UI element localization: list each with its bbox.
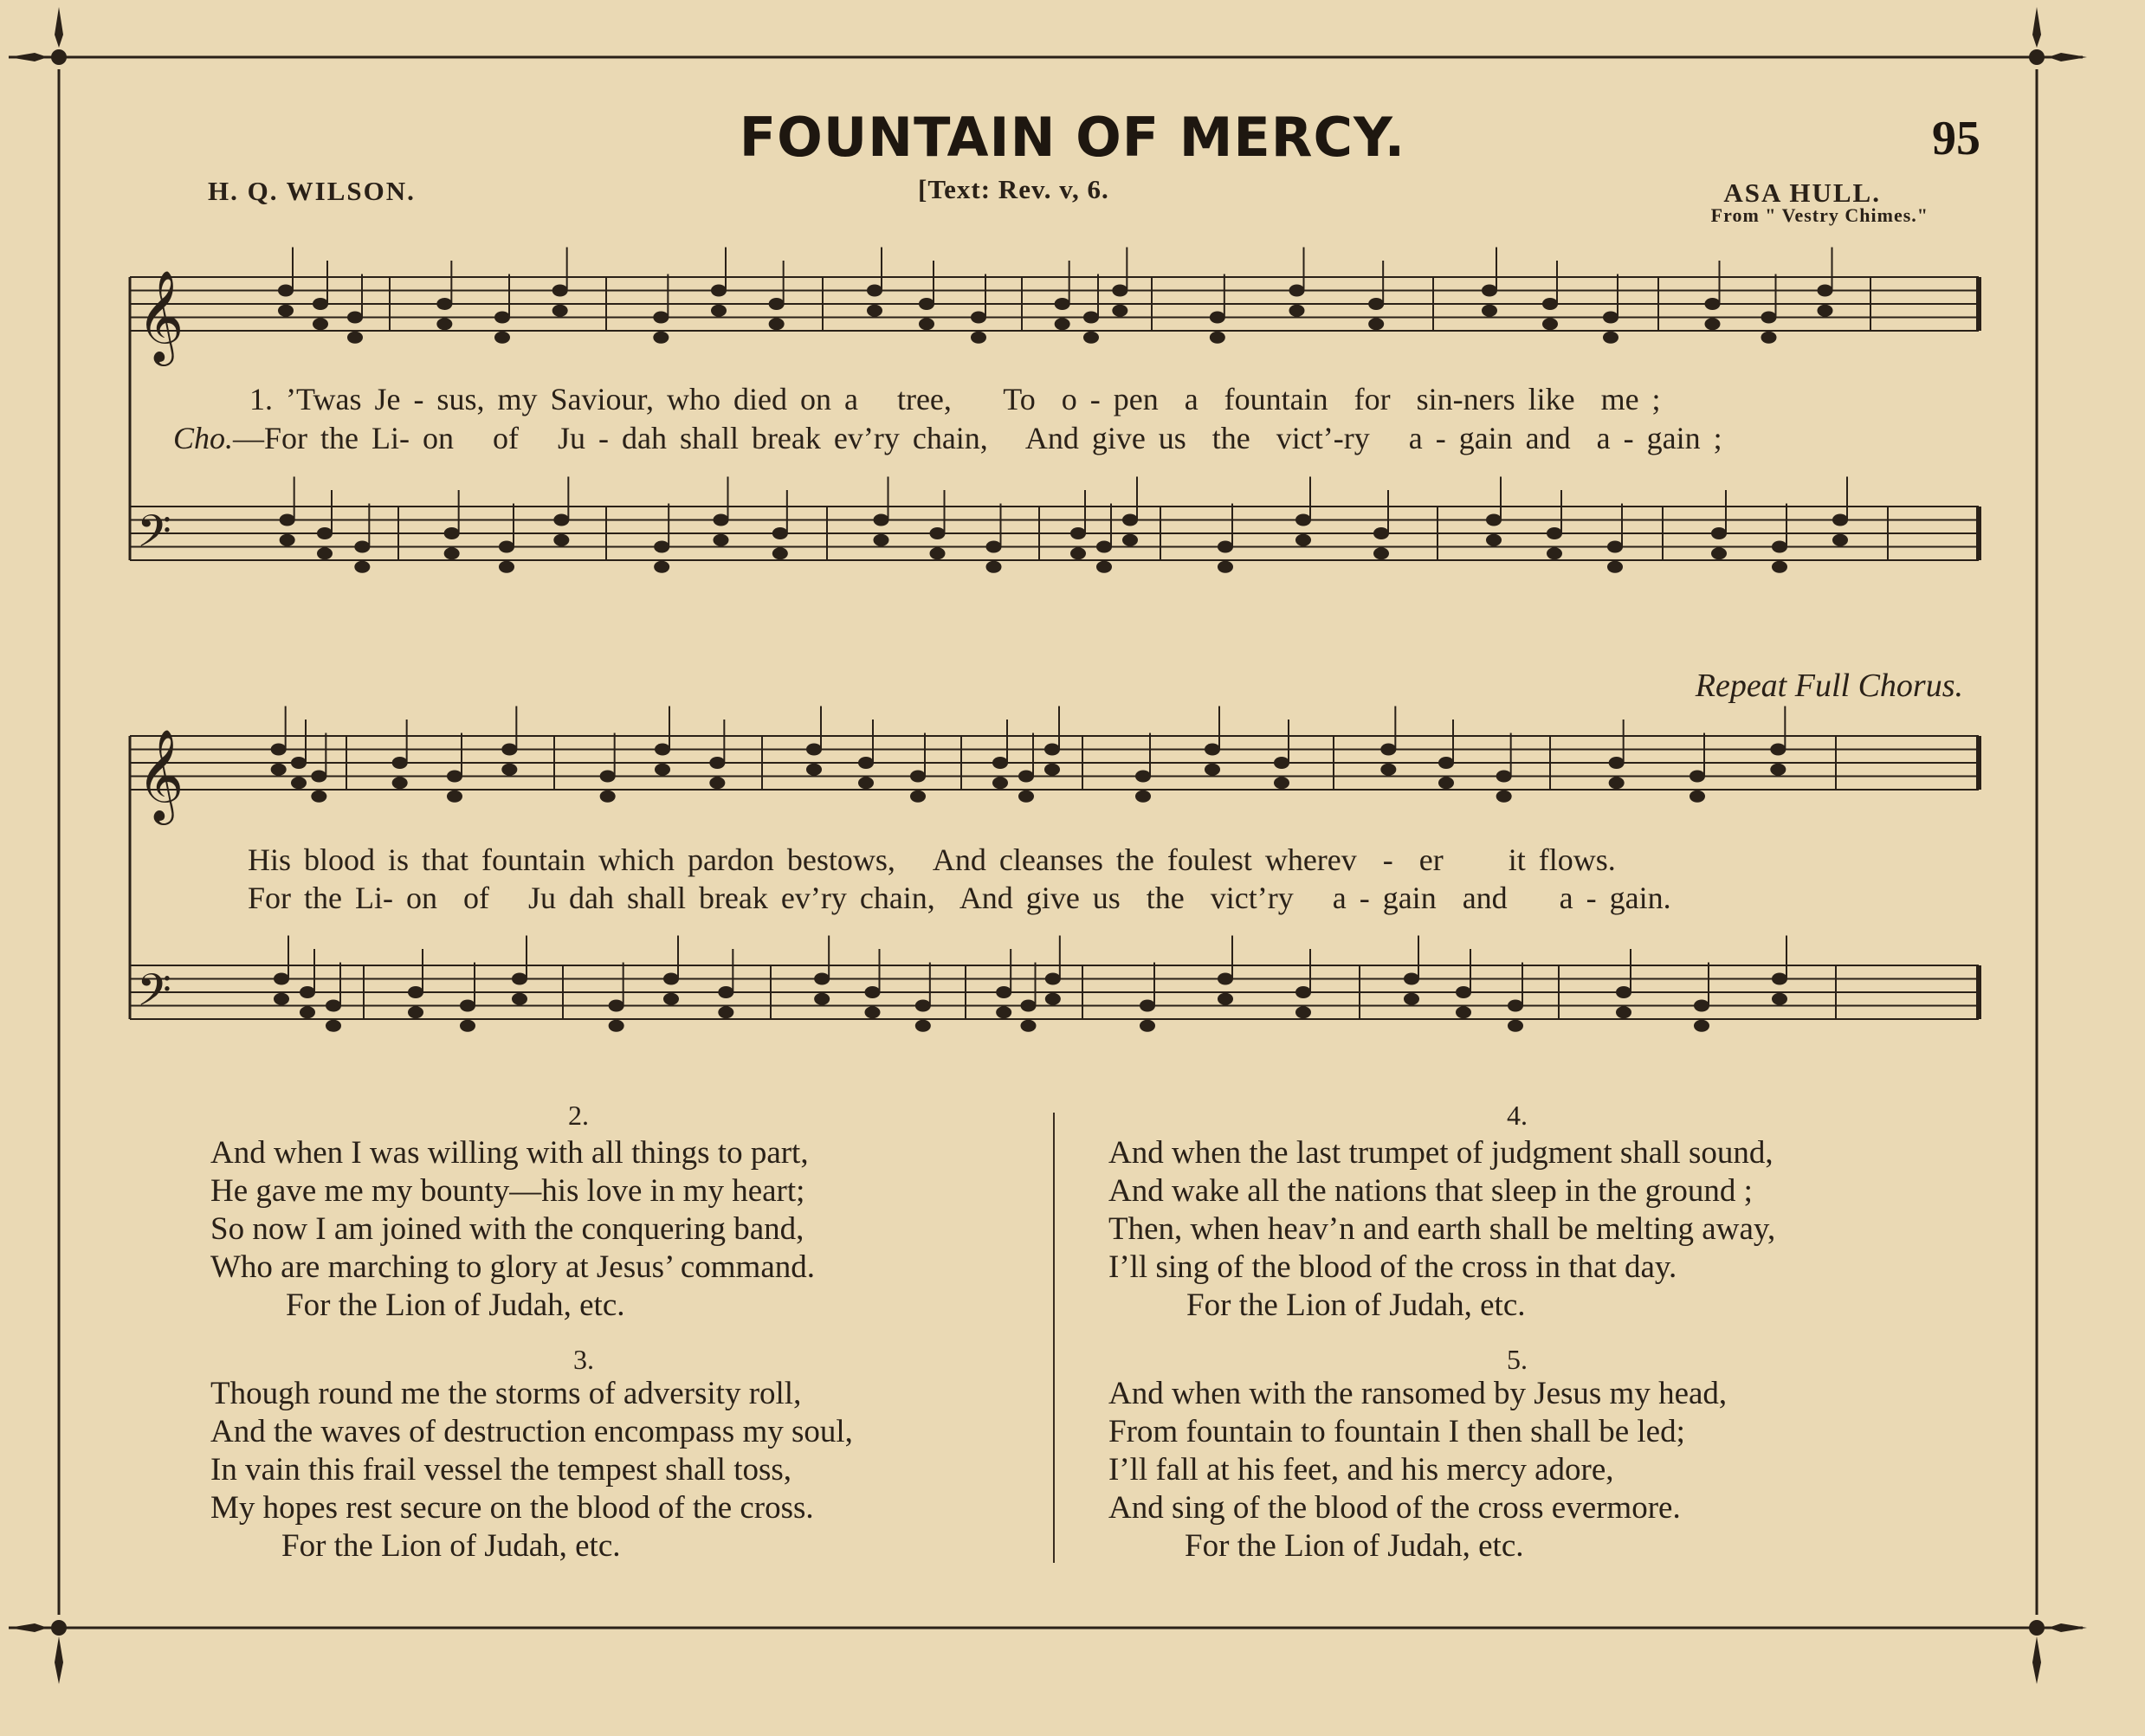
note-head (986, 561, 1002, 573)
note-head (1542, 298, 1558, 310)
note-head (1135, 771, 1151, 783)
note-head (600, 791, 616, 803)
note-head (654, 561, 669, 573)
note-head (280, 534, 295, 546)
note-head (992, 757, 1008, 769)
note-head (1289, 285, 1305, 297)
note-head (326, 1020, 341, 1032)
note-head (300, 986, 315, 998)
note-head (291, 777, 307, 789)
note-head (769, 318, 785, 330)
note-head (663, 993, 679, 1005)
note-head (347, 332, 363, 344)
note-head (347, 312, 363, 324)
verse-line: From fountain to fountain I then shall be led; (1108, 1414, 1685, 1449)
note-head (1772, 541, 1787, 553)
note-head (278, 285, 294, 297)
note-head (1274, 757, 1289, 769)
note-head (1021, 1000, 1037, 1012)
note-head (1607, 561, 1623, 573)
note-head (1818, 285, 1833, 297)
note-head (1832, 514, 1848, 526)
note-head (772, 527, 788, 539)
note-head (1070, 547, 1086, 559)
note-head (663, 973, 679, 985)
note-head (291, 757, 307, 769)
source-credit: From " Vestry Chimes." (1710, 204, 1929, 226)
note-head (512, 993, 527, 1005)
note-head (274, 993, 289, 1005)
verse-line: And sing of the blood of the cross evermore. (1108, 1490, 1681, 1526)
note-head (1380, 744, 1396, 756)
note-head (512, 973, 527, 985)
note-head (1770, 744, 1786, 756)
note-head (930, 547, 946, 559)
note-head (1482, 285, 1497, 297)
verse-line: And when with the ransomed by Jesus my head, (1108, 1376, 1728, 1411)
note-head (313, 298, 328, 310)
verse-line: My hopes rest secure on the blood of the cross. (210, 1490, 814, 1526)
bass-clef-icon: 𝄢 (137, 964, 171, 1027)
note-head (271, 764, 287, 776)
verse-line: And wake all the nations that sleep in the ground ; (1108, 1173, 1753, 1209)
note-head (806, 764, 822, 776)
note-head (278, 305, 294, 317)
note-head (326, 1000, 341, 1012)
note-head (1096, 561, 1112, 573)
note-head (1135, 791, 1151, 803)
note-head (447, 791, 462, 803)
note-head (915, 1020, 931, 1032)
note-head (718, 986, 733, 998)
note-head (806, 744, 822, 756)
note-head (1289, 305, 1305, 317)
note-head (814, 993, 830, 1005)
note-head (1616, 1006, 1631, 1018)
verse-line: I’ll fall at his feet, and his mercy adore, (1108, 1452, 1614, 1488)
note-head (501, 764, 517, 776)
note-head (858, 777, 874, 789)
system2-chorus-lyric: For the Li- on of Ju dah shall break ev’ry chain, And give us the vict’ry a - gain and a - gain. (248, 881, 1671, 915)
note-head (271, 744, 287, 756)
note-head (1761, 312, 1777, 324)
note-head (910, 791, 926, 803)
note-head (867, 285, 882, 297)
note-head (1140, 1000, 1155, 1012)
note-head (1140, 1020, 1155, 1032)
note-head (1018, 791, 1034, 803)
verse-line: And when the last trumpet of judgment shall sound, (1108, 1135, 1774, 1171)
note-head (971, 312, 986, 324)
treble-clef-icon: 𝄞 (137, 728, 184, 821)
note-head (867, 305, 882, 317)
treble-clef-icon: 𝄞 (137, 269, 184, 362)
system1-chorus-text: —For the Li- on of Ju - dah shall break ev’ry chain, And give us the vict’-ry a - gain and a - gain ; (233, 421, 1722, 455)
note-head (1508, 1020, 1523, 1032)
note-head (919, 298, 934, 310)
note-head (408, 986, 423, 998)
note-head (436, 318, 452, 330)
note-head (499, 561, 514, 573)
note-head (1482, 305, 1497, 317)
note-head (1373, 547, 1389, 559)
note-head (1456, 1006, 1471, 1018)
note-head (930, 527, 946, 539)
note-head (1218, 541, 1233, 553)
note-head (1711, 527, 1727, 539)
note-head (600, 771, 616, 783)
note-head (1761, 332, 1777, 344)
note-head (1083, 312, 1099, 324)
system2-verse-lyric: His blood is that fountain which pardon bestows, And cleanses the foulest wherev - er it flows. (248, 842, 1616, 877)
note-head (460, 1000, 475, 1012)
note-head (874, 514, 889, 526)
note-head (1205, 744, 1220, 756)
verse-line: So now I am joined with the conquering band, (210, 1211, 804, 1247)
note-head (1083, 332, 1099, 344)
note-head (408, 1006, 423, 1018)
note-head (654, 541, 669, 553)
note-head (1210, 312, 1225, 324)
composer-credit: ASA HULL. (1723, 177, 1881, 208)
verse-refrain: For the Lion of Judah, etc. (286, 1287, 625, 1323)
note-head (986, 541, 1002, 553)
note-head (1609, 757, 1625, 769)
note-head (1832, 534, 1848, 546)
note-head (1055, 318, 1070, 330)
note-head (280, 514, 295, 526)
note-head (874, 534, 889, 546)
hymn-title: FOUNTAIN OF MERCY. (739, 106, 1406, 169)
note-head (1055, 298, 1070, 310)
note-head (1380, 764, 1396, 776)
note-head (499, 541, 514, 553)
note-head (1295, 986, 1311, 998)
note-head (1438, 777, 1454, 789)
note-head (711, 285, 727, 297)
note-head (996, 986, 1011, 998)
note-head (494, 312, 510, 324)
note-head (865, 986, 881, 998)
note-head (1295, 1006, 1311, 1018)
note-head (1616, 986, 1631, 998)
note-head (1711, 547, 1727, 559)
note-head (553, 534, 569, 546)
note-head (910, 771, 926, 783)
note-head (709, 777, 725, 789)
note-head (1705, 298, 1721, 310)
verse-line: He gave me my bounty—his love in my heart; (210, 1173, 805, 1209)
note-head (354, 541, 370, 553)
note-head (1542, 318, 1558, 330)
note-head (274, 973, 289, 985)
note-head (1373, 527, 1389, 539)
note-head (653, 312, 669, 324)
note-head (436, 298, 452, 310)
note-head (1772, 973, 1787, 985)
note-head (718, 1006, 733, 1018)
note-head (1112, 285, 1127, 297)
note-head (609, 1020, 624, 1032)
verse-line: And when I was willing with all things to part, (210, 1135, 809, 1171)
note-head (1770, 764, 1786, 776)
note-head (1508, 1000, 1523, 1012)
note-head (1772, 561, 1787, 573)
verse-line: In vain this frail vessel the tempest shall toss, (210, 1452, 792, 1488)
note-head (354, 561, 370, 573)
note-head (915, 1000, 931, 1012)
verse-column-divider (1053, 1113, 1055, 1563)
note-head (709, 757, 725, 769)
verse-line: Though round me the storms of adversity roll, (210, 1376, 802, 1411)
note-head (1295, 534, 1311, 546)
note-head (1705, 318, 1721, 330)
note-head (1096, 541, 1112, 553)
note-head (1368, 318, 1384, 330)
text-reference: [Text: Rev. v, 6. (918, 174, 1109, 204)
note-head (1045, 993, 1061, 1005)
note-head (653, 332, 669, 344)
note-head (1368, 298, 1384, 310)
note-head (1818, 305, 1833, 317)
note-head (865, 1006, 881, 1018)
note-head (1694, 1000, 1709, 1012)
note-head (1404, 973, 1419, 985)
note-head (1122, 514, 1138, 526)
note-head (996, 1006, 1011, 1018)
verse-line: Who are marching to glory at Jesus’ command. (210, 1249, 815, 1285)
verse-number: 3. (573, 1344, 594, 1375)
verse-line: I’ll sing of the blood of the cross in that day. (1108, 1249, 1677, 1285)
note-head (1274, 777, 1289, 789)
note-head (444, 547, 460, 559)
verse-number: 2. (568, 1100, 589, 1131)
note-head (714, 534, 729, 546)
note-head (1122, 534, 1138, 546)
verse-refrain: For the Lion of Judah, etc. (1186, 1287, 1526, 1323)
note-head (1438, 757, 1454, 769)
note-head (460, 1020, 475, 1032)
note-head (1486, 534, 1502, 546)
note-head (494, 332, 510, 344)
note-head (858, 757, 874, 769)
note-head (1772, 993, 1787, 1005)
note-head (772, 547, 788, 559)
note-head (919, 318, 934, 330)
chorus-label: Cho. (173, 421, 234, 455)
bass-clef-icon: 𝄢 (137, 505, 171, 568)
note-head (444, 527, 460, 539)
note-head (317, 527, 333, 539)
verse-refrain: For the Lion of Judah, etc. (1185, 1528, 1524, 1564)
note-head (552, 285, 568, 297)
note-head (1205, 764, 1220, 776)
note-head (1044, 744, 1060, 756)
note-head (1603, 332, 1618, 344)
note-head (501, 744, 517, 756)
note-head (1218, 993, 1233, 1005)
note-head (1404, 993, 1419, 1005)
note-head (711, 305, 727, 317)
note-head (992, 777, 1008, 789)
note-head (609, 1000, 624, 1012)
note-head (1210, 332, 1225, 344)
verse-line: Then, when heav’n and earth shall be melting away, (1108, 1211, 1776, 1247)
note-head (1070, 527, 1086, 539)
note-head (1218, 973, 1233, 985)
note-head (1607, 541, 1623, 553)
note-head (1496, 771, 1512, 783)
system1-chorus-lyric (173, 420, 1722, 456)
note-head (392, 757, 408, 769)
note-head (769, 298, 785, 310)
note-head (1547, 547, 1562, 559)
note-head (311, 771, 326, 783)
note-head (1295, 514, 1311, 526)
note-head (553, 514, 569, 526)
note-head (1694, 1020, 1709, 1032)
note-head (392, 777, 408, 789)
note-head (1603, 312, 1618, 324)
repeat-instruction: Repeat Full Chorus. (1695, 668, 1963, 704)
note-head (655, 744, 670, 756)
note-head (1690, 771, 1705, 783)
note-head (1218, 561, 1233, 573)
note-head (300, 1006, 315, 1018)
note-head (1112, 305, 1127, 317)
note-head (971, 332, 986, 344)
note-head (1045, 973, 1061, 985)
page-number: 95 (1932, 112, 1980, 165)
system1-verse-lyric: 1. ’Twas Je - sus, my Saviour, who died on a tree, To o - pen a fountain for sin-ners like me ; (249, 382, 1661, 416)
note-head (311, 791, 326, 803)
note-head (447, 771, 462, 783)
note-head (1044, 764, 1060, 776)
verse-refrain: For the Lion of Judah, etc. (281, 1528, 621, 1564)
note-head (814, 973, 830, 985)
note-head (552, 305, 568, 317)
author-credit: H. Q. WILSON. (208, 176, 416, 206)
note-head (317, 547, 333, 559)
note-head (1496, 791, 1512, 803)
note-head (714, 514, 729, 526)
note-head (1486, 514, 1502, 526)
note-head (1690, 791, 1705, 803)
note-head (1547, 527, 1562, 539)
verse-number: 5. (1507, 1344, 1528, 1375)
verse-line: And the waves of destruction encompass my soul, (210, 1414, 853, 1449)
verse-number: 4. (1507, 1100, 1528, 1131)
note-head (1018, 771, 1034, 783)
note-head (1456, 986, 1471, 998)
note-head (1609, 777, 1625, 789)
note-head (313, 318, 328, 330)
note-head (1021, 1020, 1037, 1032)
note-head (655, 764, 670, 776)
